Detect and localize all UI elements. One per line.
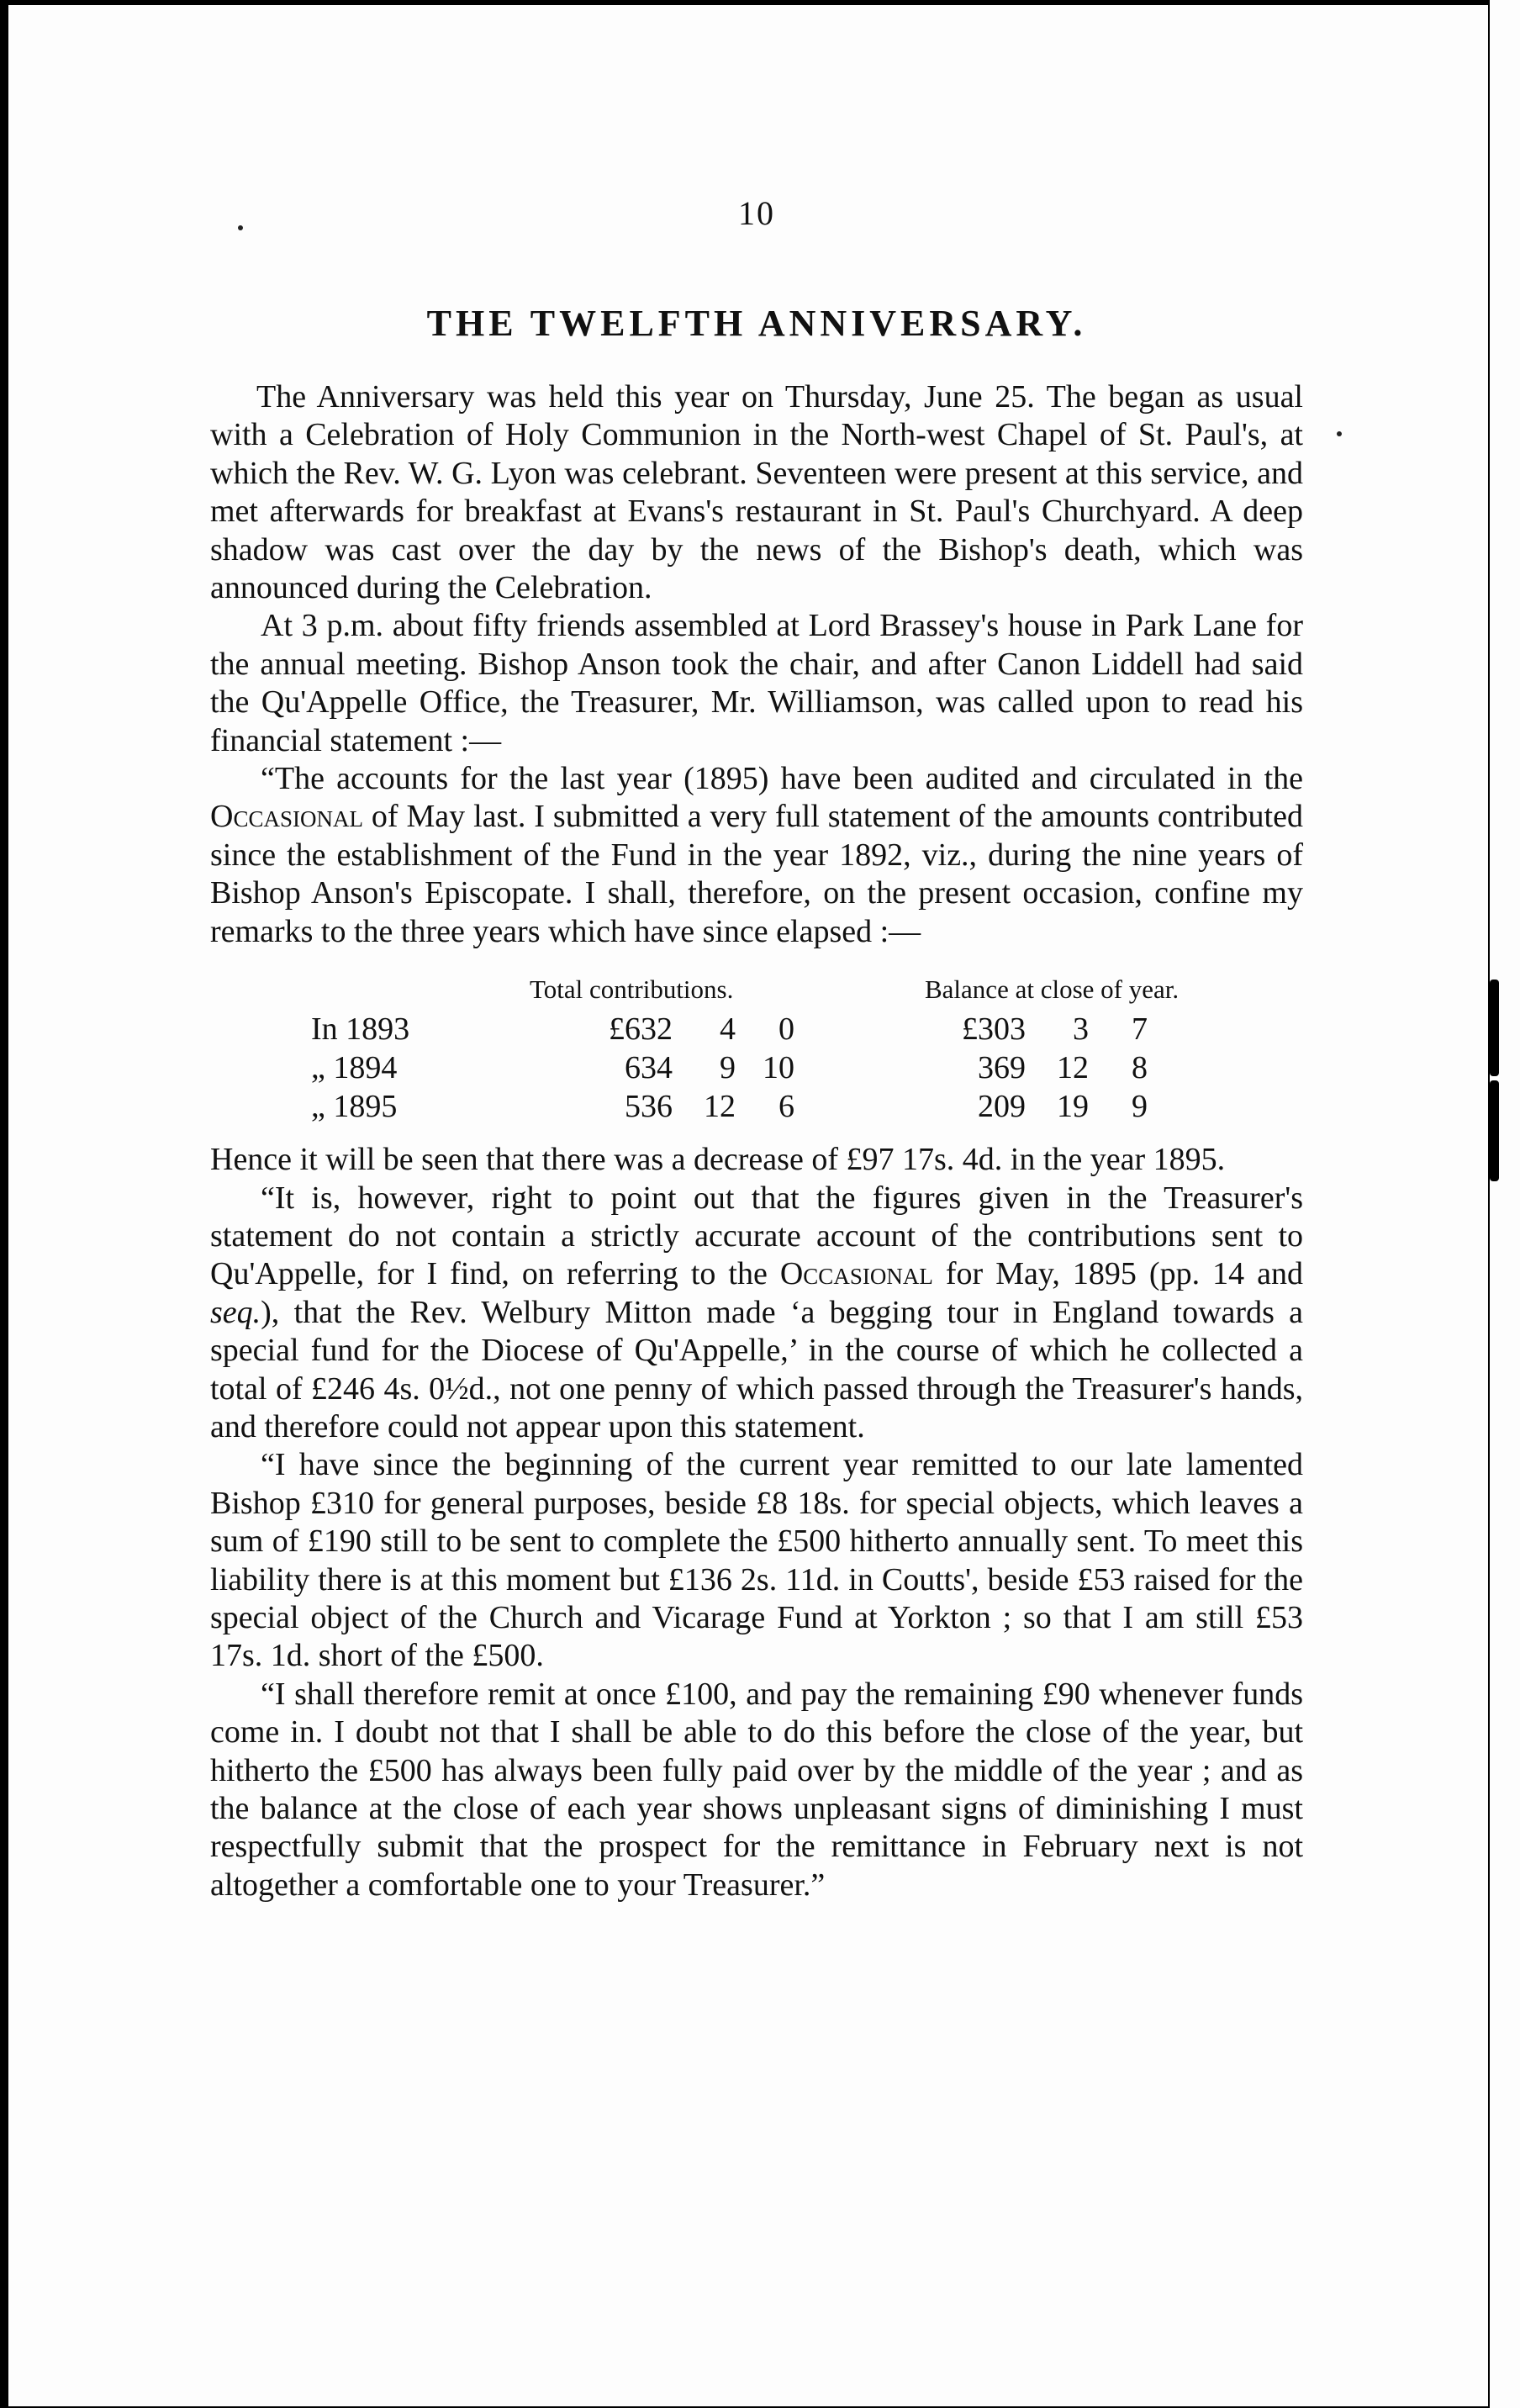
text-run: “It is, however, right to point out that the figures given in the Treasurer's statement do not contain a strictly accurate account of the contributions sent to Qu'Appelle, for I find, on referring to the xyxy=(210,1180,1303,1292)
pence: 6 xyxy=(778,1089,794,1125)
page-content xyxy=(210,193,1303,1904)
balance-cell xyxy=(883,1011,1303,1048)
table-header xyxy=(210,974,1303,1005)
total-cell xyxy=(530,1049,883,1086)
total-cell xyxy=(530,1011,883,1048)
shillings: 19 xyxy=(1057,1089,1089,1125)
table-row xyxy=(210,1048,1303,1087)
edge-mark-upper xyxy=(1490,980,1499,1076)
text-run: for May, 1895 (pp. 14 and xyxy=(932,1256,1303,1292)
column-header-balance: Balance at close of year. xyxy=(925,974,1180,1005)
page-edge-strip xyxy=(1490,0,1520,2408)
pence: 8 xyxy=(1132,1050,1148,1086)
column-header-total: Total contributions. xyxy=(530,974,734,1005)
article-title: THE TWELFTH ANNIVERSARY. xyxy=(426,303,1087,344)
shillings: 9 xyxy=(720,1050,736,1086)
pounds: £632 xyxy=(609,1011,673,1048)
shillings: 3 xyxy=(1073,1011,1089,1048)
stray-mark xyxy=(1337,431,1342,436)
pence: 7 xyxy=(1132,1011,1148,1048)
shillings: 4 xyxy=(720,1011,736,1048)
paragraph: The Anniversary was held this year on Thursday, June 25. The began as usual with a Celebration of Holy Communion in the North-west Chapel of St. Paul's, at which the Rev. W. G. Lyon was celebrant. Seventeen were present at this service, and met afterwards for breakfast at Evans's restaurant in St. Paul's Churchyard. A deep shadow was cast over the day by the news of the Bishop's death, which was announced during the Celebration. xyxy=(210,379,1303,606)
paragraph xyxy=(210,1180,1303,1447)
table-row xyxy=(210,1010,1303,1048)
financial-table xyxy=(210,974,1303,1126)
row-label: „ 1894 xyxy=(311,1050,398,1086)
pounds: 209 xyxy=(978,1089,1026,1125)
shillings: 12 xyxy=(1057,1050,1089,1086)
paragraph xyxy=(210,760,1303,951)
balance-cell xyxy=(883,1088,1303,1125)
paragraph: “I have since the beginning of the current year remitted to our late lamented Bishop £310 for general purposes, beside £8 18s. for special objects, which leaves a sum of £190 still to be sent to complete the £500 hitherto annually sent. To meet this liability there is at this moment but £136 2s. 11d. in Coutts', beside £53 raised for the special object of the Church and Vicarage Fund at Yorkton ; so that I am still £53 17s. 1d. short of the £500. xyxy=(210,1447,1303,1674)
small-caps-text: Occasional xyxy=(210,799,363,835)
row-label: „ 1895 xyxy=(311,1089,398,1125)
pounds: 536 xyxy=(625,1089,673,1125)
total-cell xyxy=(530,1088,883,1125)
pounds: 369 xyxy=(978,1050,1026,1086)
pence: 9 xyxy=(1132,1089,1148,1125)
pounds: £303 xyxy=(962,1011,1026,1048)
paragraph: At 3 p.m. about fifty friends assembled at Lord Brassey's house in Park Lane for the annual meeting. Bishop Anson took the chair, and after Canon Liddell had said the Qu'Appelle Office, the Treasurer, Mr. Williamson, was called upon to read his financial statement :— xyxy=(210,608,1303,758)
paragraph: Hence it will be seen that there was a decrease of £97 17s. 4d. in the year 1895. xyxy=(210,1142,1226,1178)
pence: 10 xyxy=(763,1050,794,1086)
text-run: ), that the Rev. Welbury Mitton made ‘a begging tour in England towards a special fund for the Diocese of Qu'Appelle,’ in the course of which he collected a total of £246 4s. 0½d., not one penny of which passed through the Treasurer's hands, and therefore could not appear upon this statement. xyxy=(210,1294,1303,1444)
italic-text: seq. xyxy=(210,1294,261,1330)
edge-mark-lower xyxy=(1490,1080,1499,1181)
shillings: 12 xyxy=(704,1089,736,1125)
paragraph: “I shall therefore remit at once £100, and pay the remaining £90 whenever funds come in. I doubt not that I shall be able to do this before the close of the year, but hitherto the £500 has always been fully paid over by the middle of the year ; and as the balance at the close of each year shows unpleasant signs of diminishing I must respectfully submit that the prospect for the remittance in February next is not altogether a comfortable one to your Treasurer.” xyxy=(210,1676,1303,1903)
page-number: 10 xyxy=(738,194,775,232)
balance-cell xyxy=(883,1049,1303,1086)
text-run: “The accounts for the last year (1895) have been audited and circulated in the xyxy=(261,761,1303,797)
small-caps-text: Occasional xyxy=(779,1256,933,1292)
table-row xyxy=(210,1087,1303,1126)
pounds: 634 xyxy=(625,1050,673,1086)
pence: 0 xyxy=(778,1011,794,1048)
row-label: In 1893 xyxy=(311,1011,410,1048)
table-header-blank xyxy=(210,974,530,1005)
text-run: of May last. I submitted a very full statement of the amounts contributed since the establishment of the Fund in the year 1892, viz., during the nine years of Bishop Anson's Episcopate. I shall, therefore, on the present occasion, confine my remarks to the three years which have since elapsed :— xyxy=(210,799,1303,949)
